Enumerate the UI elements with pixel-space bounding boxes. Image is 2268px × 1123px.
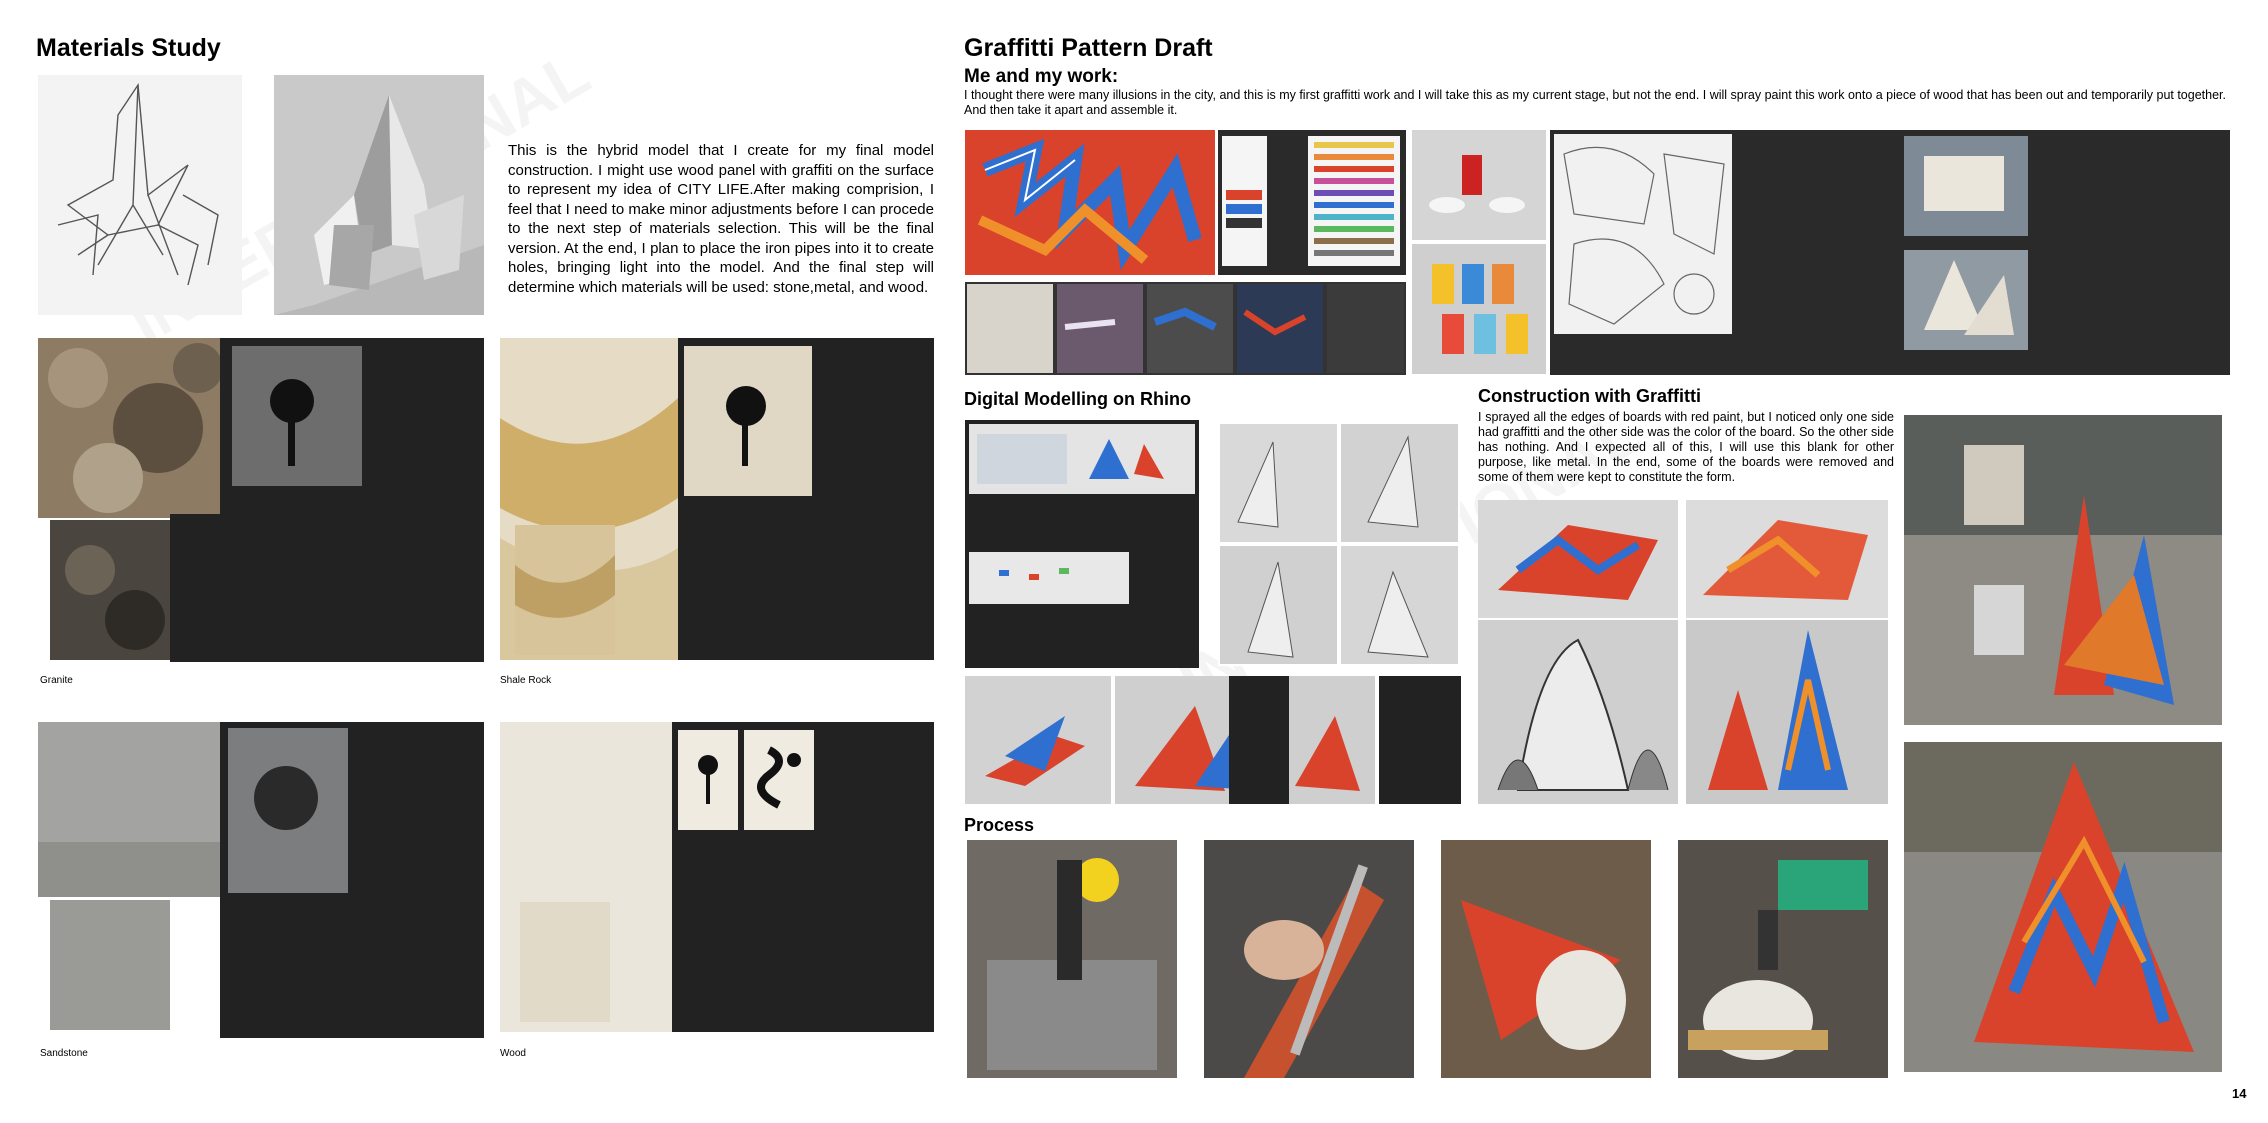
shale-spray-test-image <box>684 346 812 496</box>
rhino-notes-board <box>965 420 1199 668</box>
sandstone-spray-test-image <box>228 728 348 893</box>
process-photo-cutting <box>1204 840 1414 1078</box>
graffiti-artwork-image <box>965 130 1215 275</box>
construction-paragraph: I sprayed all the edges of boards with red paint, but I noticed only one side had graffitti and the other side was the color of the board. So the other side has nothing. And I expected all of this, I will use this blank for other purpose, like metal. In the end, some of the boards were removed and some of them were kept to constitute the form. <box>1478 410 1894 484</box>
granite-spray-test-image <box>232 346 362 486</box>
color-palette-image <box>1218 130 1406 275</box>
granite-photo <box>38 338 220 518</box>
sandstone-sample-image <box>50 900 170 1030</box>
cad-cut-sheet-image <box>1554 134 1732 334</box>
process-photo-drilling <box>1678 840 1888 1078</box>
process-section-title: Process <box>964 815 1035 835</box>
installation-photo-1 <box>1904 415 2222 725</box>
wood-photo <box>500 722 672 1032</box>
granite-notes-board <box>170 514 484 662</box>
wood-caption: Wood <box>500 1048 526 1059</box>
spray-cans-photo-2 <box>1412 244 1546 374</box>
construction-section-title: Construction with Graffitti <box>1478 386 1701 406</box>
process-photo-bandsaw <box>967 840 1177 1078</box>
shale-chalkboard <box>678 338 934 660</box>
rhino-figure-renders <box>1218 422 1460 666</box>
cad-planning-chalkboard <box>1550 130 2230 375</box>
wood-spray-test-image-1 <box>678 730 738 830</box>
intro-paragraph: I thought there were many illusions in the city, and this is my first graffitti work and I will take this as my current stage, but not the end. I will spray paint this work onto a piece of wood that has been out and temporarily put together. And then take it apart and assemble it. <box>964 88 2226 117</box>
wood-board-photo-1 <box>1904 136 2028 236</box>
granite-sample-image <box>50 520 170 660</box>
graffiti-wall-photos <box>965 282 1406 375</box>
section-subtitle: Me and my work: <box>964 66 1119 87</box>
sketch-drawing-image <box>38 75 242 315</box>
sandstone-photo <box>38 722 220 897</box>
granite-caption: Granite <box>40 675 73 686</box>
page-number: 14 <box>2232 1086 2247 1101</box>
wood-spray-test-image-2 <box>744 730 814 830</box>
sandstone-caption: Sandstone <box>40 1048 88 1059</box>
shale-caption: Shale Rock <box>500 675 552 686</box>
wood-board-photo-2 <box>1904 250 2028 350</box>
process-photo-assembly <box>1441 840 1651 1078</box>
rhino-color-renders <box>965 676 1461 804</box>
spray-cans-photo-1 <box>1412 130 1546 240</box>
graffiti-panel-renders <box>1478 500 1888 618</box>
shale-sample-image <box>515 525 615 655</box>
sandstone-chalkboard <box>220 722 484 1038</box>
granite-chalkboard <box>220 338 484 518</box>
installation-photo-2 <box>1904 742 2222 1072</box>
graffiti-model-renders <box>1478 620 1888 804</box>
rhino-screenshot-2 <box>969 552 1129 604</box>
page-title: Materials Study <box>36 34 221 62</box>
rhino-section-title: Digital Modelling on Rhino <box>964 389 1191 409</box>
model-render-image <box>274 75 484 315</box>
rhino-screenshot-1 <box>969 424 1195 494</box>
page-title: Graffitti Pattern Draft <box>964 34 1213 62</box>
materials-paragraph: This is the hybrid model that I create for my final model construction. I might use wood panel with graffiti on the surface to represent my idea of CITY LIFE.After making comprision, I feel that I need to make minor adjustments before I can procede to the next step of materials selection. This will be the final version. At the end, I plan to place the iron pipes into it to create holes, bringing light into the model. And the final step will determine which materials will be used: stone,metal, and wood. <box>508 142 934 296</box>
wood-chalkboard <box>672 722 934 1032</box>
